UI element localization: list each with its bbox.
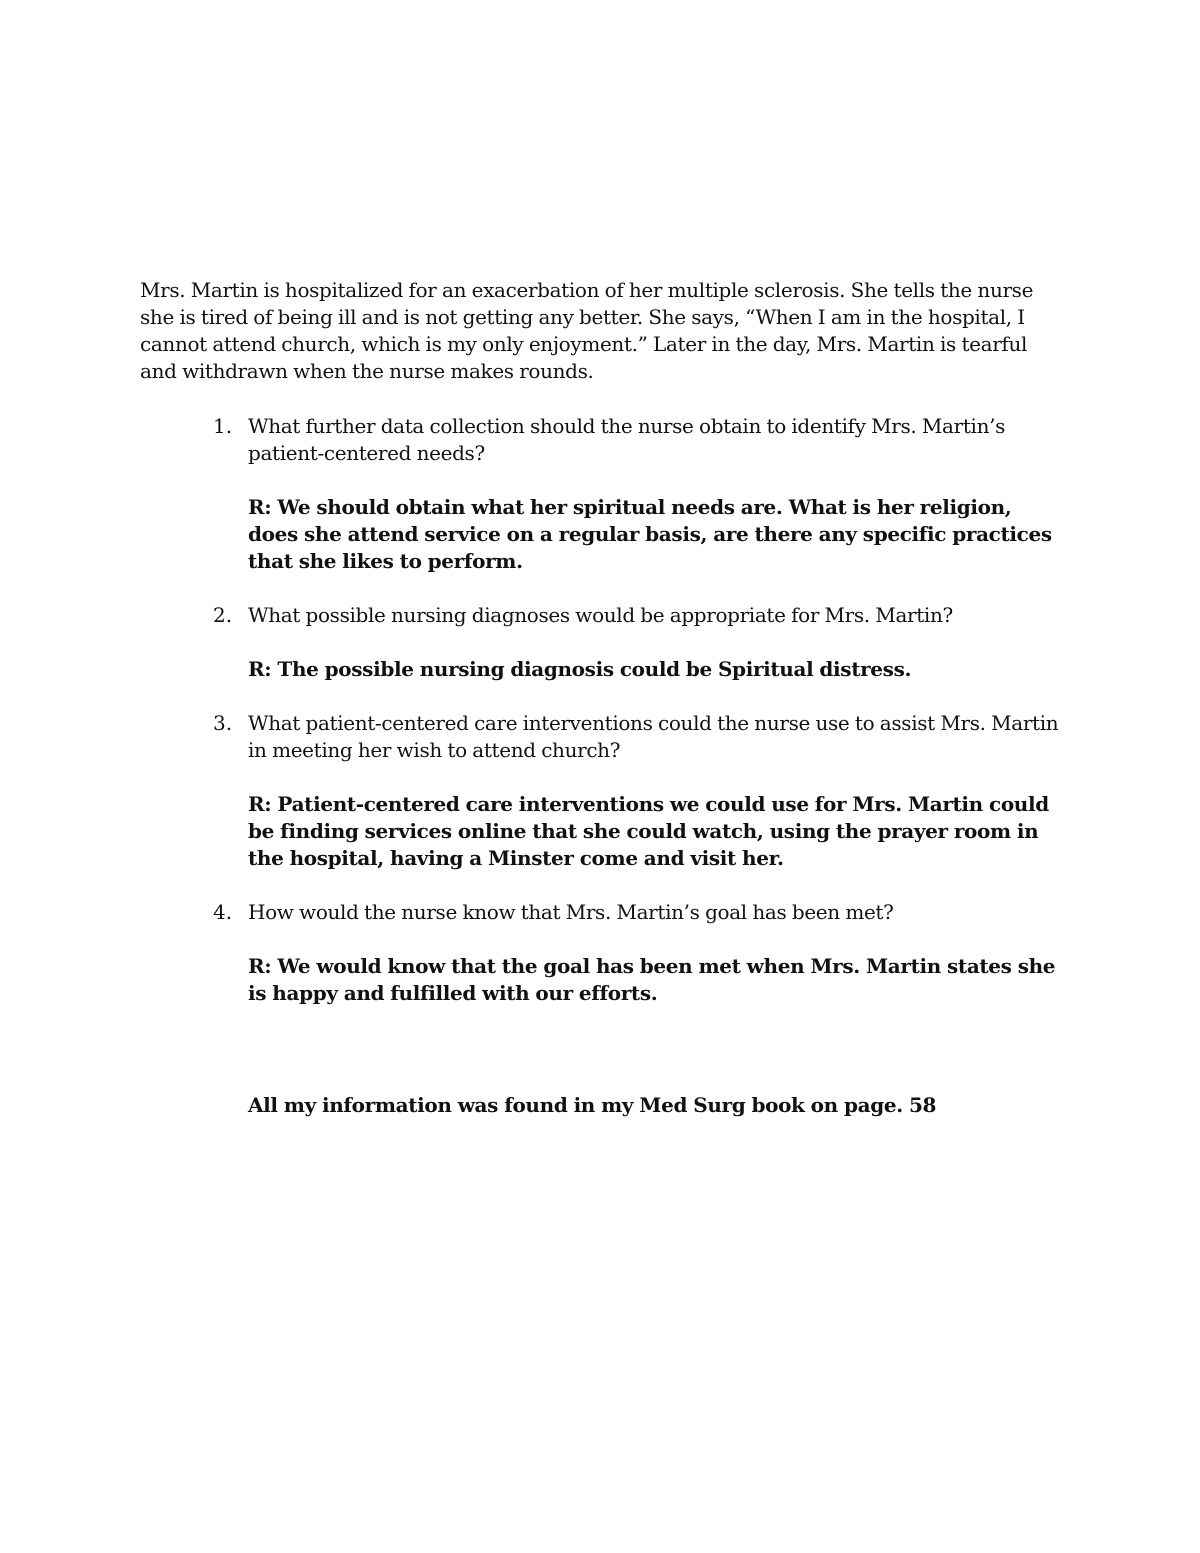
answer-text: R: We should obtain what her spiritual needs are. What is her religion, does she attend service on a regular basis, are there any specific practices that she likes to perform. [248, 495, 1052, 573]
question-text: What patient-centered care interventions could the nurse use to assist Mrs. Martin in meeting her wish to attend church? [248, 711, 1059, 762]
question-list [140, 413, 1065, 1007]
answer-text: R: Patient-centered care interventions we could use for Mrs. Martin could be finding services online that she could watch, using the prayer room in the hospital, having a Minster come and visit her. [248, 792, 1049, 870]
source-note: All my information was found in my Med Surg book on page. 58 [248, 1093, 937, 1117]
question-number: 1. [213, 414, 233, 438]
question-number: 4. [213, 900, 233, 924]
question-text: How would the nurse know that Mrs. Martin’s goal has been met? [248, 900, 894, 924]
answer-text: R: We would know that the goal has been met when Mrs. Martin states she is happy and fulfilled with our efforts. [248, 954, 1056, 1005]
question-item-4 [140, 899, 1065, 1007]
question-text: What possible nursing diagnoses would be appropriate for Mrs. Martin? [248, 603, 953, 627]
question-item-1 [140, 413, 1065, 575]
question-item-3 [140, 710, 1065, 872]
question-item-2 [140, 602, 1065, 683]
question-text: What further data collection should the nurse obtain to identify Mrs. Martin’s patient-centered needs? [248, 414, 1006, 465]
question-number: 2. [213, 603, 233, 627]
intro-paragraph: Mrs. Martin is hospitalized for an exacerbation of her multiple sclerosis. She tells the nurse she is tired of being ill and is not getting any better. She says, “When I am in the hospital, I cannot attend church, which is my only enjoyment.” Later in the day, Mrs. Martin is tearful and withdrawn when the nurse makes rounds. [140, 278, 1034, 383]
answer-text: R: The possible nursing diagnosis could be Spiritual distress. [248, 657, 912, 681]
question-number: 3. [213, 711, 233, 735]
